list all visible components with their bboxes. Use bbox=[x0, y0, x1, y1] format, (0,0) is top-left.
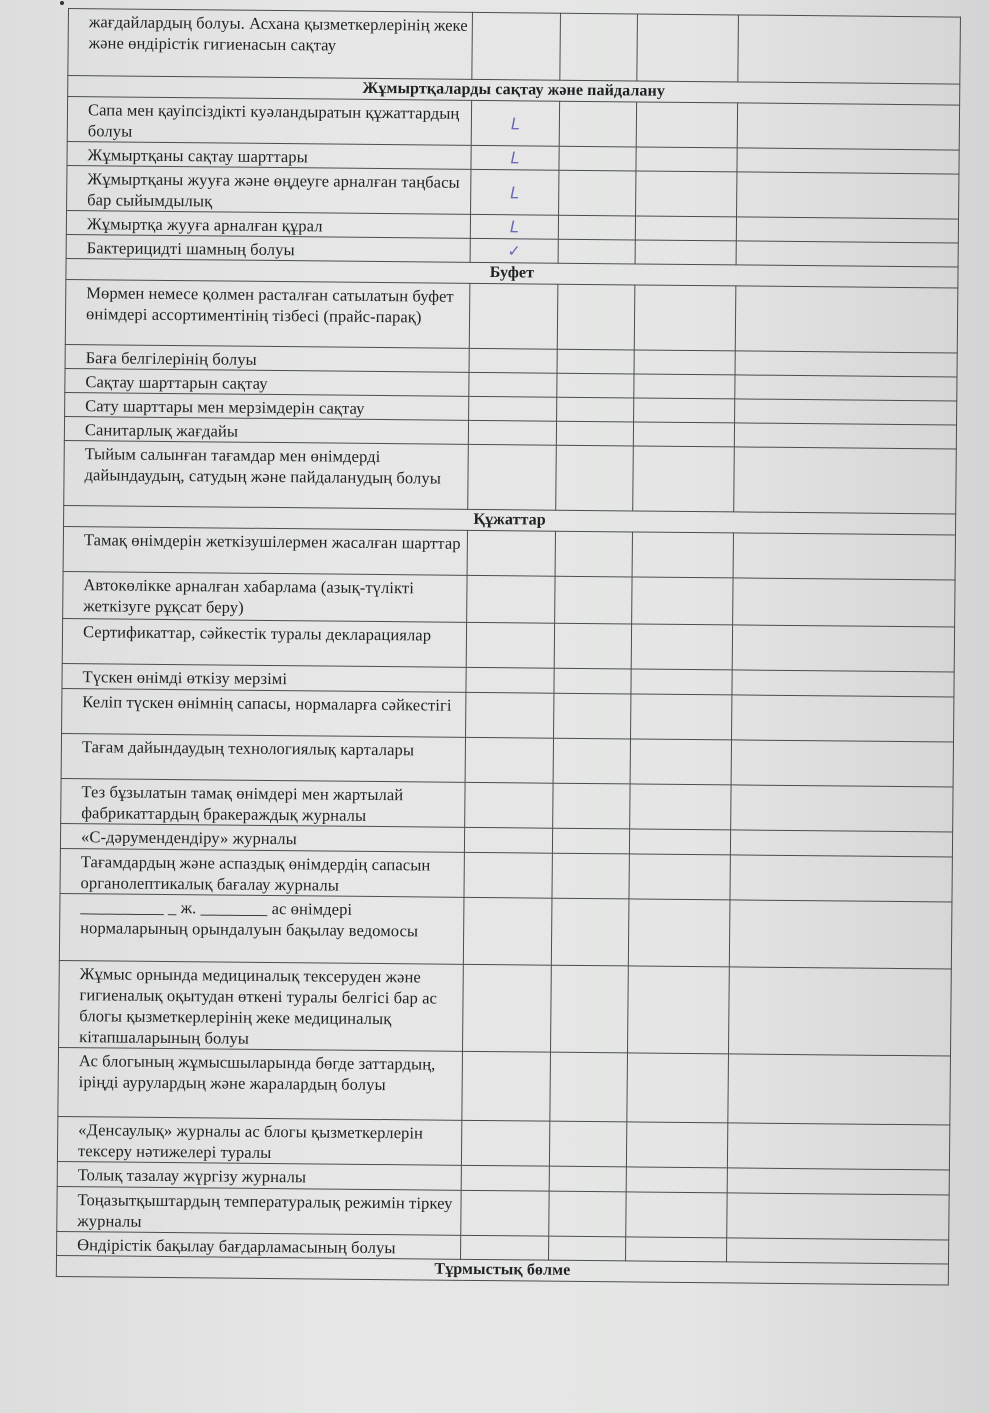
blank-cell bbox=[625, 1237, 726, 1262]
handwritten-check-mark: ᒪ bbox=[510, 113, 521, 133]
requirement-text: Тағам дайындаудың технологиялық карталары bbox=[61, 733, 465, 782]
requirement-text: «Денсаулық» журналы ас блогы қызметкерлерін тексеру нәтижелері туралы bbox=[57, 1116, 461, 1165]
requirement-text: Жұмыс орнында медициналық тексеруден және гигиеналық оқытудан өткені туралы белгісі бар ас блогы қызметкерлерінің жеке медициналық кітапшаларының болуы bbox=[59, 960, 464, 1051]
blank-cell bbox=[737, 148, 959, 174]
checklist-row bbox=[61, 778, 953, 832]
blank-cell bbox=[734, 423, 956, 449]
mark-cell bbox=[461, 1120, 549, 1166]
handwritten-check-mark: ᒪ bbox=[510, 148, 520, 168]
checklist-table bbox=[56, 8, 961, 1286]
checklist-row bbox=[58, 1047, 951, 1125]
blank-cell bbox=[631, 669, 732, 695]
blank-cell bbox=[731, 785, 953, 832]
blank-cell bbox=[733, 533, 955, 580]
mark-cell bbox=[472, 12, 561, 80]
checklist-row bbox=[63, 571, 955, 627]
blank-cell bbox=[634, 398, 735, 423]
mark-cell bbox=[461, 1165, 549, 1191]
mark-cell bbox=[463, 897, 552, 965]
blank-cell bbox=[635, 240, 736, 265]
blank-cell bbox=[726, 1238, 948, 1264]
mark-cell bbox=[466, 692, 554, 738]
requirement-text: Тыйым салынған тағамдар мен өнімдерді дайындаудың, сатудың және пайдаланудың болуы bbox=[64, 440, 469, 509]
blank-cell bbox=[559, 170, 636, 216]
blank-cell bbox=[557, 349, 634, 374]
mark-cell bbox=[469, 283, 558, 349]
blank-cell bbox=[732, 695, 954, 742]
blank-cell bbox=[732, 625, 954, 672]
mark-cell bbox=[468, 420, 556, 445]
blank-cell bbox=[731, 740, 953, 787]
blank-cell bbox=[736, 217, 958, 243]
mark-cell bbox=[466, 622, 554, 668]
requirement-text: Сақтау шарттарын сақтау bbox=[65, 368, 469, 396]
blank-cell bbox=[628, 899, 730, 967]
blank-cell bbox=[631, 624, 732, 670]
blank-cell bbox=[626, 1167, 727, 1193]
mark-cell bbox=[470, 214, 558, 239]
mark-cell bbox=[469, 372, 557, 397]
blank-cell bbox=[555, 576, 632, 624]
section-title: Тұрмыстық бөлме bbox=[56, 1255, 948, 1285]
blank-cell bbox=[634, 285, 736, 351]
blank-cell bbox=[737, 172, 959, 219]
blank-cell bbox=[631, 694, 732, 740]
handwritten-check-mark: ᒪ bbox=[510, 182, 520, 202]
checklist-row bbox=[67, 165, 959, 219]
blank-cell bbox=[634, 374, 735, 399]
blank-cell bbox=[635, 216, 736, 241]
requirement-text: Сапа мен қауіпсіздікті куәландыратын құжаттардың болуы bbox=[67, 97, 471, 146]
checklist-body bbox=[56, 9, 960, 1286]
blank-cell bbox=[557, 373, 634, 398]
checklist-row bbox=[64, 440, 957, 514]
requirement-text: Жұмыртқа жууға арналған құрал bbox=[66, 210, 470, 238]
requirement-text: Тез бұзылатын тамақ өнімдері мен жартылай фабрикаттардың бракераждық журналы bbox=[61, 778, 465, 827]
checklist-row bbox=[60, 848, 952, 902]
blank-cell bbox=[636, 147, 737, 172]
requirement-text: Түскен өнімді өткізу мерзімі bbox=[62, 663, 466, 692]
blank-cell bbox=[552, 828, 629, 854]
requirement-text: Сертификаттар, сәйкестік туралы декларациялар bbox=[62, 618, 466, 667]
requirement-text: Бактерицидті шамның болуы bbox=[66, 234, 470, 262]
blank-cell bbox=[736, 241, 958, 267]
requirement-text: Келіп түскен өнімнің сапасы, нормаларға сәйкестігі bbox=[62, 688, 466, 737]
requirement-text: Мөрмен немесе қолмен расталған сатылатын буфет өнімдері ассортиментінің тізбесі (прайс-парақ) bbox=[65, 279, 470, 348]
requirement-text: Автокөлікке арналған хабарлама (азық-түлікті жеткізуге рұқсат беру) bbox=[63, 571, 467, 622]
blank-cell bbox=[732, 670, 954, 697]
ink-dot bbox=[60, 1, 64, 5]
blank-cell bbox=[552, 853, 629, 899]
checklist-row bbox=[68, 9, 961, 85]
blank-cell bbox=[629, 854, 730, 900]
requirement-text: Ас блогының жұмысшыларында бөгде заттардың, іріңді аурулардың және жаралардың болуы bbox=[58, 1047, 463, 1120]
blank-cell bbox=[734, 447, 957, 514]
section-title: Буфет bbox=[66, 258, 958, 288]
requirement-text: «С-дәрумендендіру» журналы bbox=[60, 823, 464, 852]
blank-cell bbox=[553, 783, 630, 829]
requirement-text: Тағамдардың және аспаздық өнімдердің сапасын органолептикалық бағалау журналы bbox=[60, 848, 464, 897]
requirement-text: Жұмыртқаны сақтау шарттары bbox=[67, 141, 471, 169]
blank-cell bbox=[735, 399, 957, 425]
requirement-text: __________ _ ж. ________ ас өнімдері нормаларының орындалуын бақылау ведомосы bbox=[59, 893, 464, 964]
checklist-row bbox=[59, 960, 952, 1056]
blank-cell bbox=[559, 146, 636, 171]
blank-cell bbox=[560, 13, 638, 81]
blank-cell bbox=[633, 422, 734, 447]
blank-cell bbox=[557, 397, 634, 422]
blank-cell bbox=[729, 900, 952, 969]
blank-cell bbox=[630, 784, 731, 830]
blank-cell bbox=[630, 739, 731, 785]
mark-cell bbox=[469, 396, 557, 421]
blank-cell bbox=[556, 445, 634, 511]
requirement-text: Баға белгілерінің болуы bbox=[65, 344, 469, 372]
checklist-table-wrapper bbox=[56, 8, 960, 1286]
requirement-text: жағдайлардың болуы. Асхана қызметкерлерінің жеке және өндірістік гигиенасын сақтау bbox=[68, 9, 473, 80]
mark-cell bbox=[471, 169, 559, 215]
mark-cell bbox=[464, 827, 552, 853]
blank-cell bbox=[554, 693, 631, 739]
requirement-text: Жұмыртқаны жууға және өңдеуге арналған таңбасы бар сыйымдылық bbox=[67, 165, 471, 214]
blank-cell bbox=[627, 966, 729, 1054]
blank-cell bbox=[549, 1236, 626, 1261]
blank-cell bbox=[550, 1052, 628, 1122]
blank-cell bbox=[558, 239, 635, 264]
mark-cell bbox=[467, 530, 555, 576]
blank-cell bbox=[555, 531, 632, 577]
requirement-text: Өндірістік бақылау бағдарламасының болуы bbox=[57, 1231, 461, 1259]
blank-cell bbox=[728, 1054, 951, 1125]
blank-cell bbox=[730, 830, 952, 857]
blank-cell bbox=[557, 284, 635, 350]
requirement-text: Сату шарттары мен мерзімдерін сақтау bbox=[65, 392, 469, 420]
mark-cell bbox=[467, 575, 555, 623]
blank-cell bbox=[556, 421, 633, 446]
section-title: Жұмыртқаларды сақтау және пайдалану bbox=[68, 76, 960, 106]
mark-cell bbox=[468, 444, 557, 510]
checklist-row bbox=[59, 893, 952, 969]
mark-cell bbox=[461, 1190, 549, 1236]
blank-cell bbox=[550, 965, 628, 1053]
blank-cell bbox=[727, 1193, 949, 1240]
mark-cell bbox=[463, 964, 552, 1052]
blank-cell bbox=[551, 898, 629, 966]
blank-cell bbox=[554, 623, 631, 669]
blank-cell bbox=[636, 171, 737, 217]
checklist-row bbox=[57, 1116, 949, 1170]
blank-cell bbox=[727, 1123, 949, 1170]
blank-cell bbox=[735, 286, 958, 353]
blank-cell bbox=[738, 15, 961, 84]
blank-cell bbox=[626, 1192, 727, 1238]
mark-cell bbox=[470, 238, 558, 263]
blank-cell bbox=[730, 855, 952, 902]
mark-cell bbox=[466, 667, 554, 693]
blank-cell bbox=[636, 102, 737, 148]
blank-cell bbox=[553, 738, 630, 784]
blank-cell bbox=[733, 578, 955, 627]
blank-cell bbox=[549, 1166, 626, 1192]
handwritten-check-mark: ✓ bbox=[507, 241, 522, 261]
mark-cell bbox=[461, 1235, 549, 1260]
requirement-text: Санитарлық жағдайы bbox=[64, 416, 468, 444]
blank-cell bbox=[626, 1122, 727, 1168]
mark-cell bbox=[471, 100, 559, 146]
requirement-text: Тамақ өнімдерін жеткізушілермен жасалған шарттар bbox=[63, 526, 467, 575]
blank-cell bbox=[632, 532, 733, 578]
blank-cell bbox=[549, 1191, 626, 1237]
blank-cell bbox=[634, 350, 735, 375]
blank-cell bbox=[735, 375, 957, 401]
mark-cell bbox=[469, 348, 557, 373]
blank-cell bbox=[627, 1053, 729, 1123]
mark-cell bbox=[465, 782, 553, 828]
requirement-text: Толық тазалау жүргізу журналы bbox=[57, 1161, 461, 1190]
blank-cell bbox=[737, 103, 959, 150]
blank-cell bbox=[728, 967, 951, 1056]
blank-cell bbox=[632, 577, 733, 625]
mark-cell bbox=[465, 737, 553, 783]
blank-cell bbox=[549, 1121, 626, 1167]
blank-cell bbox=[633, 446, 735, 512]
mark-cell bbox=[464, 852, 552, 898]
requirement-text: Тоңазытқыштардың температуралық режимін тіркеу журналы bbox=[57, 1186, 461, 1235]
handwritten-check-mark: ᒪ bbox=[509, 217, 520, 237]
checklist-row bbox=[65, 279, 958, 353]
blank-cell bbox=[559, 101, 636, 147]
mark-cell bbox=[471, 145, 559, 170]
blank-cell bbox=[735, 351, 957, 377]
blank-cell bbox=[554, 668, 631, 694]
blank-cell bbox=[637, 14, 739, 82]
blank-cell bbox=[558, 215, 635, 240]
mark-cell bbox=[462, 1051, 551, 1121]
blank-cell bbox=[727, 1168, 949, 1195]
blank-cell bbox=[629, 829, 730, 855]
section-title: Құжаттар bbox=[64, 505, 956, 535]
